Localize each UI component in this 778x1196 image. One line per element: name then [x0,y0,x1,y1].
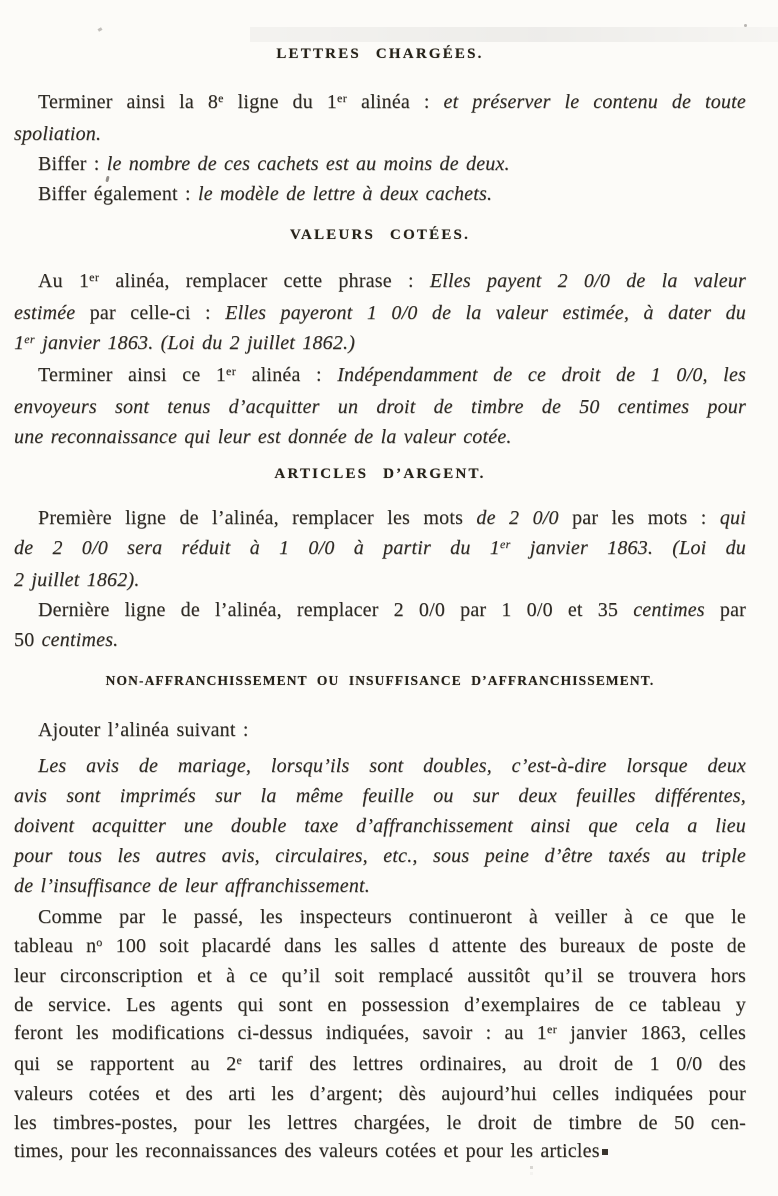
section [14,46,746,209]
text-segment: avis sont imprimés sur la même feuille ou sur deux feuilles différentes, [14,785,746,807]
text-segment: qui se rapportent au 2 [14,1052,237,1075]
section [14,466,746,655]
paragraph [14,179,746,209]
text-segment: centimes [633,599,705,621]
text-segment: Elles payeront 1 0/0 de la valeur estimée, à dater du [225,302,746,324]
text-segment: ligne du 1 [223,91,338,113]
paragraph [14,149,746,179]
text-segment: janvier 1863, celles [557,1022,746,1044]
text-segment: feront les modifications ci-dessus indiquées, savoir : au 1 [14,1022,547,1044]
paragraph [14,360,746,452]
text-segment: de l’insuffisance de leur affranchissement. [14,875,370,897]
text-segment: alinéa : [236,364,338,386]
text-segment: Dernière ligne de l’alinéa, remplacer 2 0/0 par 1 0/0 et 35 [38,599,634,621]
paragraph [14,595,746,655]
document-text-block [14,0,746,1166]
text-segment: o [96,934,103,949]
text-line [14,811,746,841]
text-segment: Biffer : [38,153,107,175]
text-segment: qui [719,507,746,529]
text-segment: 1 [14,332,25,354]
text-segment: spoliation. [14,123,102,145]
text-segment: times, pour les reconnaissances des valeurs cotées et pour les articles [14,1140,600,1162]
section-heading: ARTICLES D’ARGENT. [274,466,486,482]
text-segment: pour tous les autres avis, circulaires, etc., sous peine d’être taxés au triple [14,845,746,867]
text-segment: 2 juillet 1862). [14,569,140,591]
text-segment: alinéa, remplacer cette phrase : [99,270,430,292]
text-line [14,565,746,595]
paragraph [14,266,746,360]
text-segment: e [218,91,224,105]
text-line [14,422,746,452]
scan-speck [744,24,747,27]
text-line [14,266,746,298]
text-segment: Terminer ainsi la 8 [38,91,219,113]
text-segment: les timbres-postes, pour les lettres chargées, le droit de timbre de 50 cen- [14,1111,746,1134]
text-line [14,1137,746,1166]
section-heading: NON-AFFRANCHISSEMENT OU INSUFFISANCE D’AFFRANCHISSEMENT. [105,673,655,688]
text-segment: tarif des lettres ordinaires, au droit de 1 0/0 des [242,1052,746,1075]
text-line [14,1050,746,1081]
paragraph [14,87,746,149]
text-line [14,503,746,533]
text-segment: centimes. [41,629,119,651]
text-segment: er [547,1022,558,1036]
text-segment: Terminer ainsi ce 1 [38,364,227,386]
text-segment: doivent acquitter une double taxe d’affranchissement ainsi que cela a lieu [14,815,746,837]
text-line [14,871,746,901]
text-segment: de 2 0/0 sera réduit à 1 0/0 à partir du 1 [14,537,500,559]
text-segment: et préserver le contenu de toute [443,91,746,113]
text-line [14,1080,746,1109]
text-line [14,595,746,625]
text-line [14,781,746,811]
section [14,227,746,452]
text-segment: 100 soit placardé dans les salles d attente des bureaux de poste de [102,934,746,957]
section-heading: LETTRES CHARGÉES. [276,46,484,62]
text-segment: alinéa : [347,91,444,113]
text-segment: de 2 0/0 [476,507,559,529]
text-segment: er [499,537,511,551]
scan-speck [530,1166,533,1169]
text-line [14,328,746,360]
text-line [14,625,746,655]
text-line [14,962,746,991]
text-segment: par les mots : [558,507,720,529]
text-segment: valeurs cotées et des arti les d’argent; dès aujourd’hui celles indiquées pour [14,1083,746,1105]
text-line [14,149,746,179]
text-segment: par [704,599,747,621]
text-segment: le nombre de ces cachets est au moins de deux. [106,153,510,175]
text-segment: er [226,364,237,378]
text-line [14,392,746,422]
text-line [14,179,746,209]
text-segment: Les avis de mariage, lorsqu’ils sont doubles, c’est-à-dire lorsque deux [38,755,746,777]
text-segment: de service. Les agents qui sont en possession d’exemplaires de ce tableau y [14,993,746,1016]
text-line [14,751,746,781]
text-segment: e [236,1052,243,1067]
text-segment: Première ligne de l’alinéa, remplacer les mots [38,507,477,529]
text-segment: Elles payent 2 0/0 de la valeur [429,270,746,292]
text-segment: tableau n [14,934,97,957]
text-segment: Comme par le passé, les inspecteurs continueront à veiller à ce que le [38,906,746,928]
text-line [14,1109,746,1138]
text-segment: er [337,91,348,105]
text-line [14,87,746,119]
text-line [14,1019,746,1050]
scan-speck [602,1149,608,1155]
section-heading: VALEURS COTÉES. [289,227,471,243]
text-segment: Ajouter l’alinéa suivant : [38,719,249,741]
text-line [14,298,746,328]
text-line [14,715,746,745]
text-line [14,991,746,1020]
text-segment: er [89,270,100,284]
text-segment: le modèle de lettre à deux cachets. [197,183,493,205]
paragraph [14,751,746,901]
text-segment: 50 [14,629,42,651]
text-line [14,903,746,932]
text-line [14,533,746,565]
paragraph [14,715,746,745]
text-line [14,932,746,963]
text-segment: er [24,332,35,346]
text-segment: janvier 1863. (Loi du [510,537,746,559]
text-segment: Indépendamment de ce droit de 1 0/0, les [337,364,746,386]
text-segment: par celle-ci : [75,302,226,324]
text-segment: Au 1 [38,270,90,292]
text-segment: janvier 1863. (Loi du 2 juillet 1862.) [35,332,356,354]
paragraph [14,903,746,1166]
text-segment: une reconnaissance qui leur est donnée de la valeur cotée. [14,426,512,448]
text-segment: leur circonscription et à ce qu’il soit remplacé aussitôt qu’il se trouvera hors [14,965,746,987]
text-segment: estimée [14,302,76,324]
section [14,673,746,1166]
text-segment: Biffer également : [38,183,198,205]
text-line [14,841,746,871]
text-segment: envoyeurs sont tenus d’acquitter un droit de timbre de 50 centimes pour [14,396,746,418]
text-line [14,360,746,392]
paragraph [14,503,746,595]
text-line [14,119,746,149]
